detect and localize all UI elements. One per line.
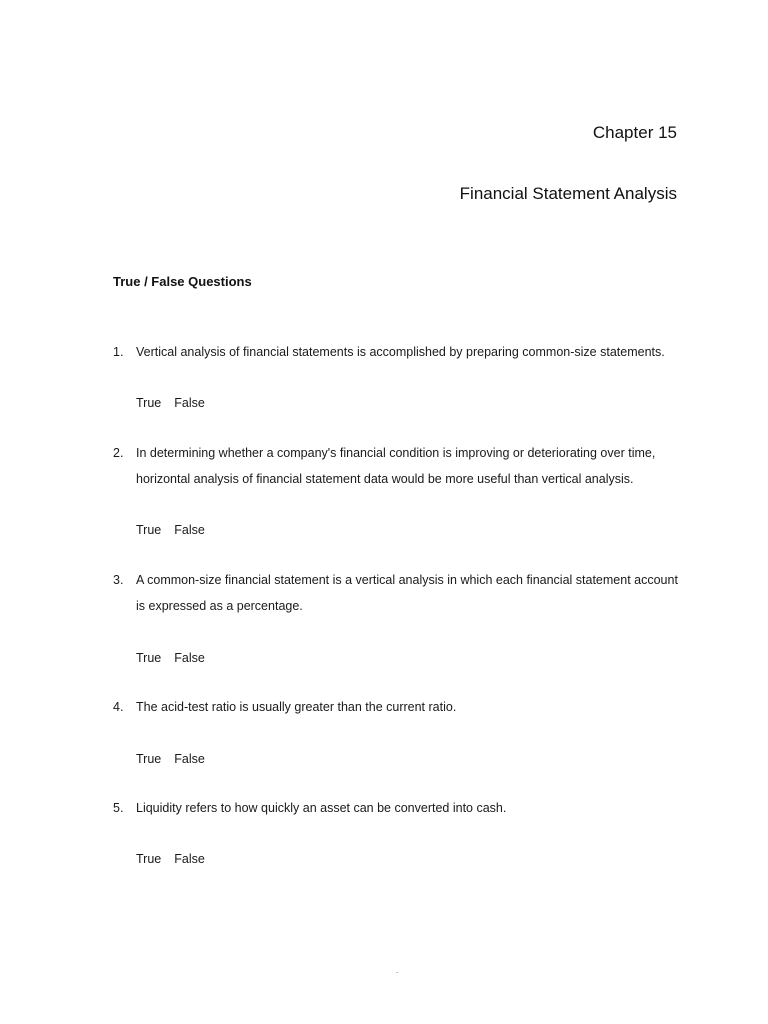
question-1 — [113, 339, 693, 365]
option-false[interactable]: False — [174, 651, 205, 665]
answer-options-3 — [136, 650, 205, 667]
option-true[interactable]: True — [136, 396, 162, 410]
answer-options-4 — [136, 751, 205, 768]
option-false[interactable]: False — [174, 752, 205, 766]
question-number: 5. — [113, 801, 124, 815]
question-text: A common-size financial statement is a vertical analysis in which each financial statement account is expressed as a percentage. — [136, 573, 678, 613]
option-false[interactable]: False — [174, 852, 205, 866]
question-number: 1. — [113, 345, 124, 359]
answer-options-1 — [136, 395, 205, 412]
question-5 — [113, 795, 693, 821]
option-true[interactable]: True — [136, 523, 162, 537]
question-4 — [113, 694, 693, 720]
question-number: 2. — [113, 446, 124, 460]
question-text: Liquidity refers to how quickly an asset can be converted into cash. — [136, 801, 507, 815]
question-text: The acid-test ratio is usually greater than the current ratio. — [136, 700, 457, 714]
answer-options-2 — [136, 522, 205, 539]
chapter-heading: Chapter 15 — [592, 123, 677, 142]
section-heading: True / False Questions — [113, 274, 252, 289]
footer-mark: . — [396, 966, 399, 975]
option-true[interactable]: True — [136, 852, 162, 866]
option-false[interactable]: False — [174, 396, 205, 410]
answer-options-5 — [136, 851, 205, 868]
question-3 — [113, 567, 693, 619]
option-true[interactable]: True — [136, 651, 162, 665]
question-2 — [113, 440, 693, 492]
question-text: In determining whether a company's financial condition is improving or deteriorating over time, horizontal analysis of financial statement data would be more useful than vertical analysis. — [136, 446, 656, 486]
question-text: Vertical analysis of financial statements is accomplished by preparing common-size statements. — [136, 345, 665, 359]
page-title: Financial Statement Analysis — [459, 184, 677, 203]
question-number: 4. — [113, 700, 124, 714]
question-number: 3. — [113, 573, 124, 587]
option-true[interactable]: True — [136, 752, 162, 766]
option-false[interactable]: False — [174, 523, 205, 537]
